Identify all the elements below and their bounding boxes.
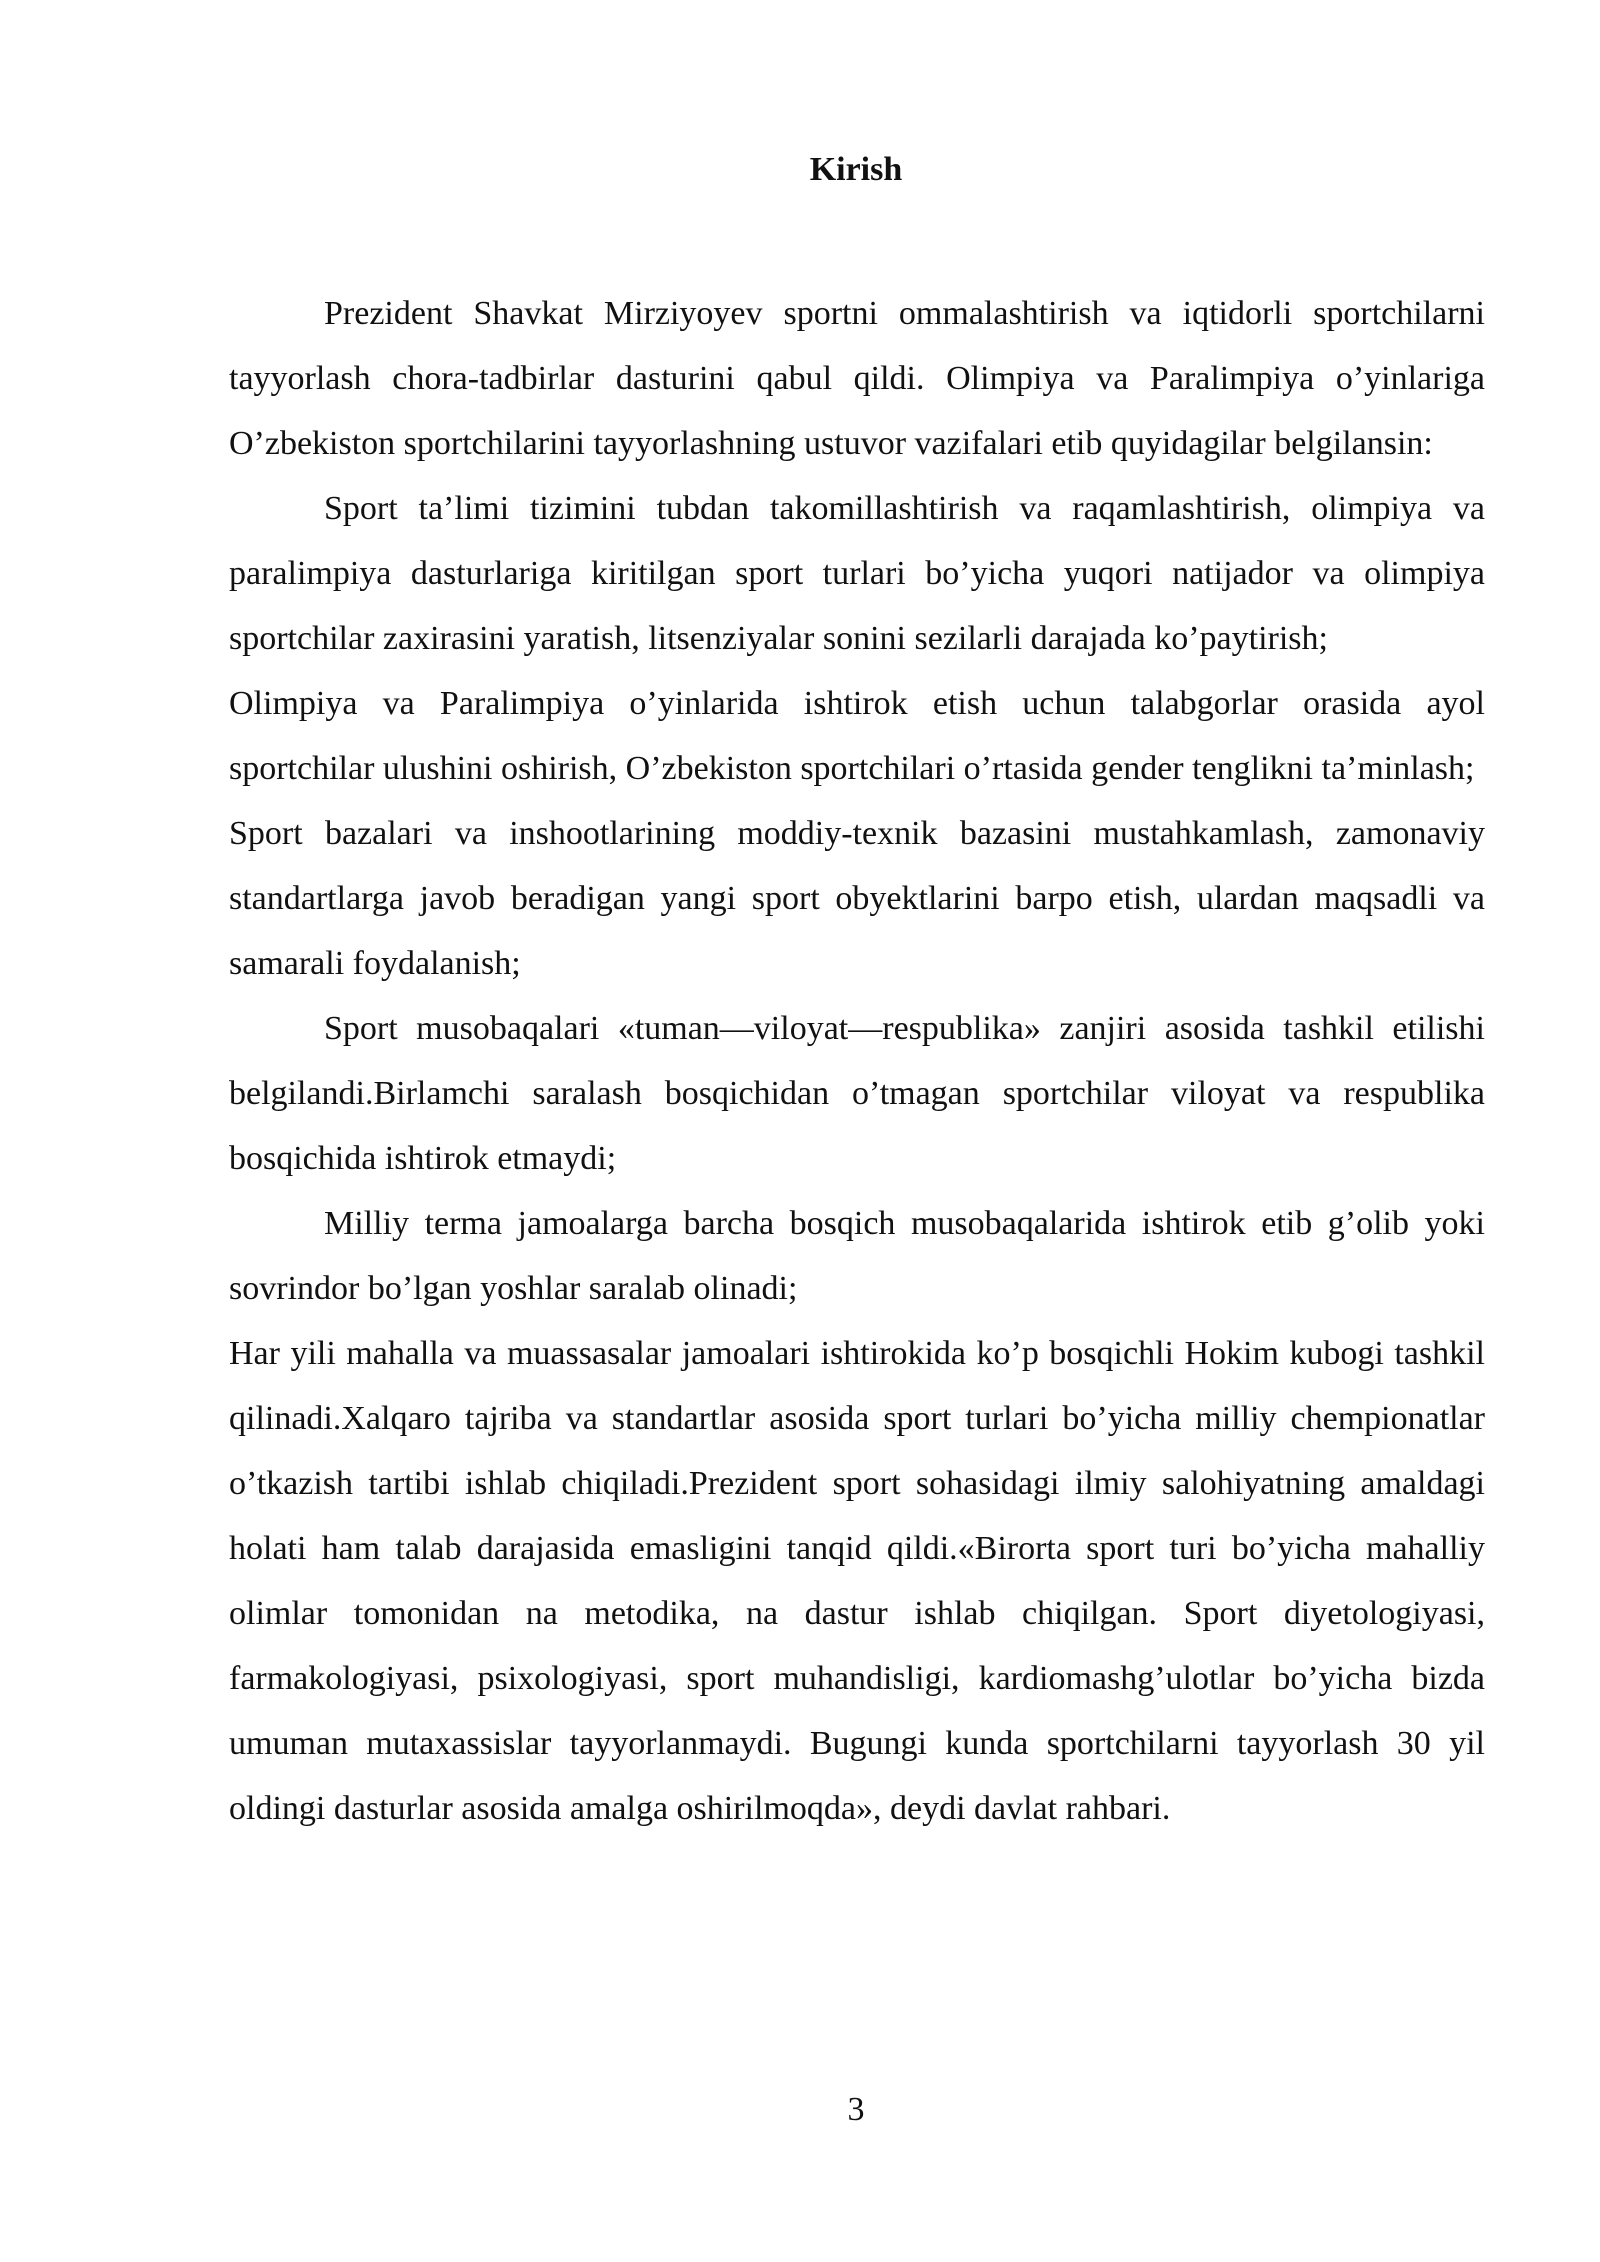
paragraph-4: Sport bazalari va inshootlarining moddiy-texnik bazasini mustahkamlash, zamonaviy standartlarga javob beradigan yangi sport obyektlarini barpo etish, ulardan maqsadli va samarali foydalanish;: [229, 815, 1485, 982]
paragraph-3: Olimpiya va Paralimpiya o’yinlarida ishtirok etish uchun talabgorlar orasida ayol sportchilar ulushini oshirish, O’zbekiston sportchilari o’rtasida gender tenglikni ta’minlash;: [229, 685, 1485, 787]
page-number: 3: [847, 2091, 865, 2128]
paragraph-7: Har yili mahalla va muassasalar jamoalari ishtirokida ko’p bosqichli Hokim kubogi tashkil qilinadi.Xalqaro tajriba va standartlar asosida sport turlari bo’yicha milliy chempionatlar o’tkazish tartibi ishlab chiqiladi.Prezident sport sohasidagi ilmiy salohiyatning amaldagi holati ham talab darajasida emasligini tanqid qildi.«Birorta sport turi bo’yicha mahalliy olimlar tomonidan na metodika, na dastur ishlab chiqilgan. Sport diyetologiyasi, farmakologiyasi, psixologiyasi, sport muhandisligi, kardiomashg’ulotlar bo’yicha bizda umuman mutaxassislar tayyorlanmaydi. Bugungi kunda sportchilarni tayyorlash 30 yil oldingi dasturlar asosida amalga oshirilmoqda», deydi davlat rahbari.: [229, 1335, 1485, 1827]
paragraph-2: Sport ta’limi tizimini tubdan takomillashtirish va raqamlashtirish, olimpiya va paralimpiya dasturlariga kiritilgan sport turlari bo’yicha yuqori natijador va olimpiya sportchilar zaxirasini yaratish, litsenziyalar sonini sezilarli darajada ko’paytirish;: [229, 490, 1485, 657]
paragraph-5: Sport musobaqalari «tuman—viloyat—respublika» zanjiri asosida tashkil etilishi belgilandi.Birlamchi saralash bosqichidan o’tmagan sportchilar viloyat va respublika bosqichida ishtirok etmaydi;: [229, 1010, 1485, 1177]
paragraph-6: Milliy terma jamoalarga barcha bosqich musobaqalarida ishtirok etib g’olib yoki sovrindor bo’lgan yoshlar saralab olinadi;: [229, 1205, 1485, 1307]
paragraph-1: Prezident Shavkat Mirziyoyev sportni ommalashtirish va iqtidorli sportchilarni tayyorlash chora-tadbirlar dasturini qabul qildi. Olimpiya va Paralimpiya o’yinlariga O’zbekiston sportchilarini tayyorlashning ustuvor vazifalari etib quyidagilar belgilansin:: [229, 295, 1485, 462]
page-title: Kirish: [809, 151, 903, 188]
body-text: [229, 281, 1485, 1841]
